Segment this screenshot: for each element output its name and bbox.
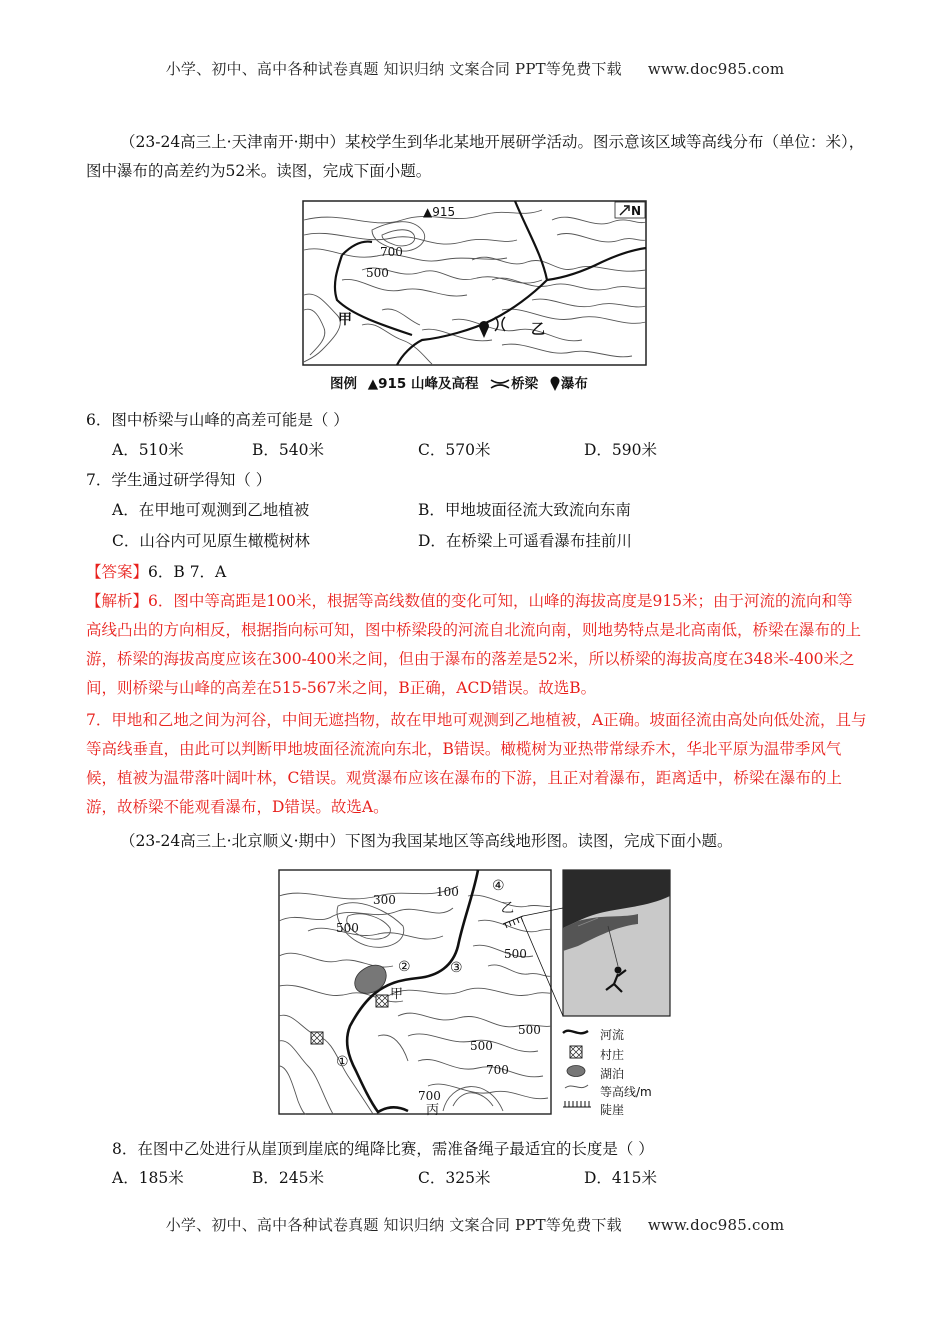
q8-option-c[interactable]: C．325米 bbox=[418, 1169, 491, 1187]
legend-village: 村庄 bbox=[600, 1048, 625, 1062]
contour-map-1 bbox=[302, 200, 647, 366]
q8-option-a[interactable]: A．185米 bbox=[112, 1169, 184, 1187]
analysis-q7: 7．甲地和乙地之间为河谷，中间无遮挡物，故在甲地可观测到乙地植被，A正确。坡面径流由高处向低处流，且与等高线垂直，由此可以判断甲地坡面径流流向东北，B错误。橄榄树为亚热带常绿乔木，华北平原为温带季风气候，植被为温带落叶阔叶林，C错误。观赏瀑布应该在瀑布的下游，且正对着瀑布，距离适中，桥梁在瀑布的上游，故桥梁不能观看瀑布，D错误。故选A。 bbox=[86, 711, 867, 816]
page-header bbox=[0, 58, 950, 79]
footer-text: 小学、初中、高中各种试卷真题 知识归纳 文案合同 PPT等免费下载 bbox=[165, 1216, 622, 1234]
river-legend-icon bbox=[563, 1031, 588, 1034]
answer-text: 6．B 7．A bbox=[148, 563, 227, 581]
question-7-stem: 7．学生通过研学得知（ ） bbox=[86, 471, 272, 489]
q6-option-c[interactable]: C．570米 bbox=[418, 441, 491, 459]
question-8-stem: 8．在图中乙处进行从崖顶到崖底的绳降比赛，需准备绳子最适宜的长度是（ ） bbox=[112, 1140, 654, 1158]
village-legend-icon bbox=[570, 1046, 582, 1058]
svg-text:N: N bbox=[631, 204, 642, 218]
legend-title: 图例 bbox=[330, 376, 357, 392]
marker-1: ① bbox=[336, 1054, 349, 1070]
intro-passage-2: （23-24高三上·北京顺义·期中）下图为我国某地区等高线地形图。读图，完成下面小题。 bbox=[120, 832, 733, 850]
contour-700-label: 700 bbox=[380, 245, 403, 259]
location-bing-label: 丙 bbox=[426, 1103, 440, 1118]
q6-option-b[interactable]: B．540米 bbox=[252, 441, 324, 459]
map2-legend bbox=[563, 1031, 591, 1107]
answer-label: 【答案】 bbox=[86, 563, 149, 581]
legend-lake: 湖泊 bbox=[600, 1067, 625, 1081]
q7-option-c[interactable]: C．山谷内可见原生橄榄树林 bbox=[112, 532, 310, 550]
legend-peak: ▲915 山峰及高程 bbox=[367, 376, 479, 392]
contour-legend-icon bbox=[565, 1085, 588, 1088]
legend-cliff: 陡崖 bbox=[600, 1103, 625, 1117]
contour-300-label: 300 bbox=[373, 893, 396, 907]
legend-waterfall: 瀑布 bbox=[560, 376, 588, 392]
legend-contour: 等高线/m bbox=[600, 1085, 652, 1099]
bridge-legend-icon bbox=[489, 378, 511, 390]
contour-700-label-b: 700 bbox=[418, 1089, 441, 1103]
location-yi-label: 乙 bbox=[501, 901, 515, 916]
contour-500-label-b: 500 bbox=[504, 947, 527, 961]
village-west-icon bbox=[311, 1032, 323, 1044]
location-yi-label: 乙 bbox=[531, 322, 545, 338]
marker-3: ③ bbox=[450, 960, 463, 976]
analysis-q6: 【解析】6．图中等高距是100米，根据等高线数值的变化可知，山峰的海拔高度是915米；由于河流的流向和等高线凸出的方向相反，根据指向标可知，图中桥梁段的河流自北流向南，则地势特点是北高南低，桥梁在瀑布的上游，桥梁的海拔高度应该在300-400米之间，但由于瀑布的落差是52米，所以桥梁的海拔高度在348米-400米之间，则桥梁与山峰的高差在515-567米之间，B正确，ACD错误。故选B。 bbox=[86, 592, 862, 697]
q7-option-d[interactable]: D．在桥梁上可遥看瀑布挂前川 bbox=[418, 532, 632, 550]
q7-option-b[interactable]: B．甲地坡面径流大致流向东南 bbox=[418, 501, 631, 519]
footer-url[interactable]: www.doc985.com bbox=[647, 1216, 785, 1234]
question-6-stem: 6．图中桥梁与山峰的高差可能是（ ） bbox=[86, 411, 349, 429]
cliff-legend-icon bbox=[563, 1101, 591, 1107]
marker-4: ④ bbox=[492, 878, 505, 894]
north-arrow-icon bbox=[615, 202, 645, 218]
contour-500-label-a: 500 bbox=[336, 921, 359, 935]
map1-legend bbox=[330, 372, 594, 392]
legend-bridge: 桥梁 bbox=[511, 376, 539, 392]
village-jia-icon bbox=[376, 995, 388, 1007]
q7-option-a[interactable]: A．在甲地可观测到乙地植被 bbox=[112, 501, 310, 519]
contour-500-label-c: 500 bbox=[518, 1023, 541, 1037]
q6-option-d[interactable]: D．590米 bbox=[584, 441, 658, 459]
analysis-label: 【解析】 bbox=[86, 592, 149, 610]
header-url[interactable]: www.doc985.com bbox=[647, 60, 785, 78]
q8-option-b[interactable]: B．245米 bbox=[252, 1169, 324, 1187]
q8-option-d[interactable]: D．415米 bbox=[584, 1169, 658, 1187]
contour-500-label-d: 500 bbox=[470, 1039, 493, 1053]
peak-915-label: ▲915 bbox=[423, 205, 456, 219]
marker-2: ② bbox=[398, 959, 411, 975]
lake-legend-icon bbox=[567, 1066, 585, 1077]
page-footer bbox=[0, 1214, 950, 1235]
contour-100-label: 100 bbox=[436, 885, 459, 899]
location-jia-label: 甲 bbox=[338, 312, 352, 328]
legend-river: 河流 bbox=[600, 1028, 625, 1042]
contour-700-label-a: 700 bbox=[486, 1063, 509, 1077]
q6-option-a[interactable]: A．510米 bbox=[112, 441, 184, 459]
waterfall-legend-icon bbox=[549, 376, 561, 392]
location-jia-label: 甲 bbox=[390, 987, 404, 1002]
answer-line bbox=[86, 560, 226, 582]
intro-passage-1: （23-24高三上·天津南开·期中）某校学生到华北某地开展研学活动。图示意该区域等高线分布（单位：米），图中瀑布的高差约为52米。读图，完成下面小题。 bbox=[86, 133, 865, 180]
abseiling-photo bbox=[563, 870, 670, 1016]
contour-500-label: 500 bbox=[366, 266, 389, 280]
header-text: 小学、初中、高中各种试卷真题 知识归纳 文案合同 PPT等免费下载 bbox=[165, 60, 622, 78]
